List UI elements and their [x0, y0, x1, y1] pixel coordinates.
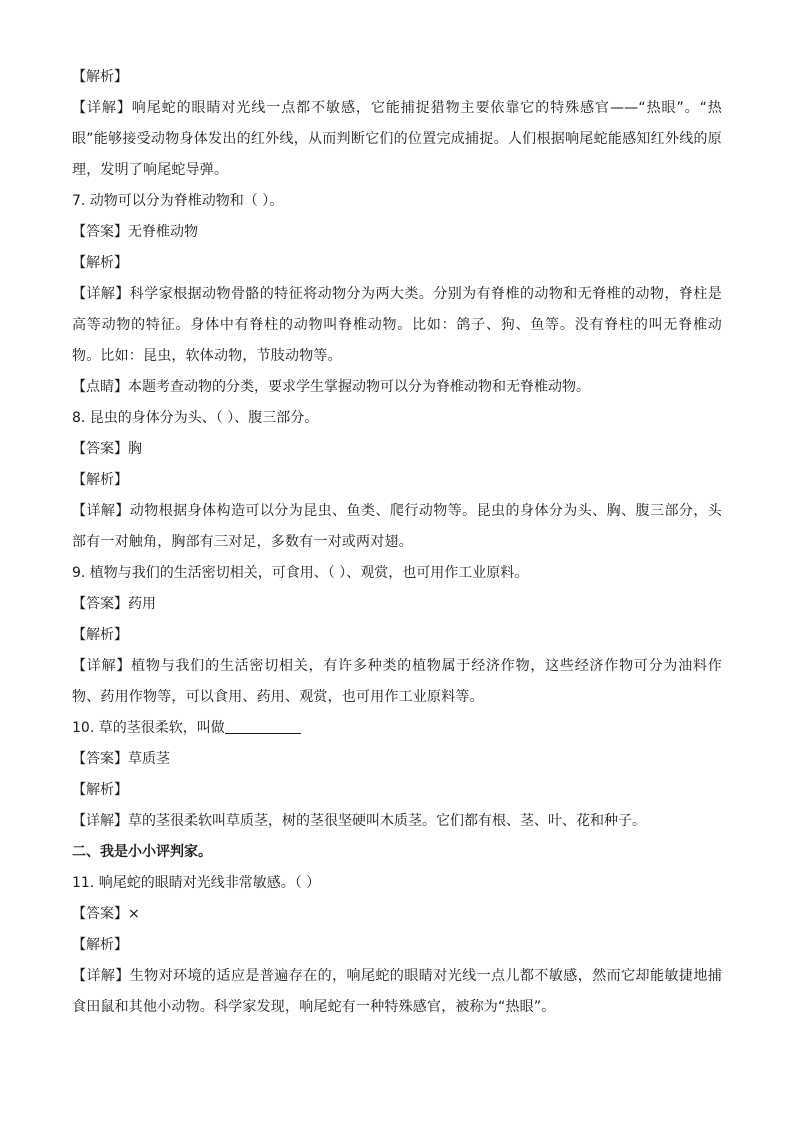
detail-paragraph: 【详解】响尾蛇的眼睛对光线一点都不敏感，它能捕捉猎物主要依靠它的特殊感官——“热眼”。“热眼”能够接受动物身体发出的红外线，从而判断它们的位置完成捕捉。人们根据响尾蛇能感知红外线的原理，发明了响尾蛇导弹。	[72, 100, 722, 178]
answer-9: 【答案】药用	[72, 596, 156, 612]
answer-11: 【答案】×	[72, 906, 140, 922]
analysis-label: 【解析】	[72, 472, 128, 488]
answer-8: 【答案】胸	[72, 441, 142, 457]
key-point: 【点睛】本题考查动物的分类，要求学生掌握动物可以分为脊椎动物和无脊椎动物。	[72, 379, 590, 395]
detail-line: 【详解】草的茎很柔软叫草质茎，树的茎很坚硬叫木质茎。它们都有根、茎、叶、花和种子。	[72, 813, 646, 829]
detail-paragraph: 【详解】植物与我们的生活密切相关，有许多种类的植物属于经济作物，这些经济作物可分为油料作物、药用作物等，可以食用、药用、观赏，也可用作工业原料等。	[72, 658, 722, 705]
answer-10: 【答案】草质茎	[72, 751, 170, 767]
question-7: 7. 动物可以分为脊椎动物和（ ）。	[72, 193, 284, 209]
detail-paragraph: 【详解】科学家根据动物骨骼的特征将动物分为两大类。分别为有脊椎的动物和无脊椎的动物，脊柱是高等动物的特征。身体中有脊柱的动物叫脊椎动物。比如：鸽子、狗、鱼等。没有脊柱的叫无脊椎动物。比如：昆虫，软体动物，节肢动物等。	[72, 286, 722, 364]
question-10-text: 10. 草的茎很柔软，叫做	[72, 720, 225, 736]
detail-paragraph: 【详解】动物根据身体构造可以分为昆虫、鱼类、爬行动物等。昆虫的身体分为头、胸、腹三部分，头部有一对触角，胸部有三对足，多数有一对或两对翅。	[72, 503, 722, 550]
question-11: 11. 响尾蛇的眼睛对光线非常敏感。（ ）	[72, 875, 321, 891]
question-9: 9. 植物与我们的生活密切相关，可食用、（ ）、观赏，也可用作工业原料。	[72, 565, 529, 581]
analysis-label: 【解析】	[72, 627, 128, 643]
question-8: 8. 昆虫的身体分为头、（ ）、腹三部分。	[72, 410, 319, 426]
answer-7: 【答案】无脊椎动物	[72, 224, 198, 240]
fill-blank	[225, 719, 301, 734]
question-10	[72, 713, 722, 744]
section-heading: 二、我是小小评判家。	[72, 844, 212, 860]
analysis-label: 【解析】	[72, 69, 128, 85]
analysis-label: 【解析】	[72, 937, 128, 953]
analysis-label: 【解析】	[72, 782, 128, 798]
detail-paragraph: 【详解】生物对环境的适应是普遍存在的，响尾蛇的眼睛对光线一点儿都不敏感，然而它却能敏捷地捕食田鼠和其他小动物。科学家发现，响尾蛇有一种特殊感官，被称为“热眼”。	[72, 968, 722, 1015]
analysis-label: 【解析】	[72, 255, 128, 271]
